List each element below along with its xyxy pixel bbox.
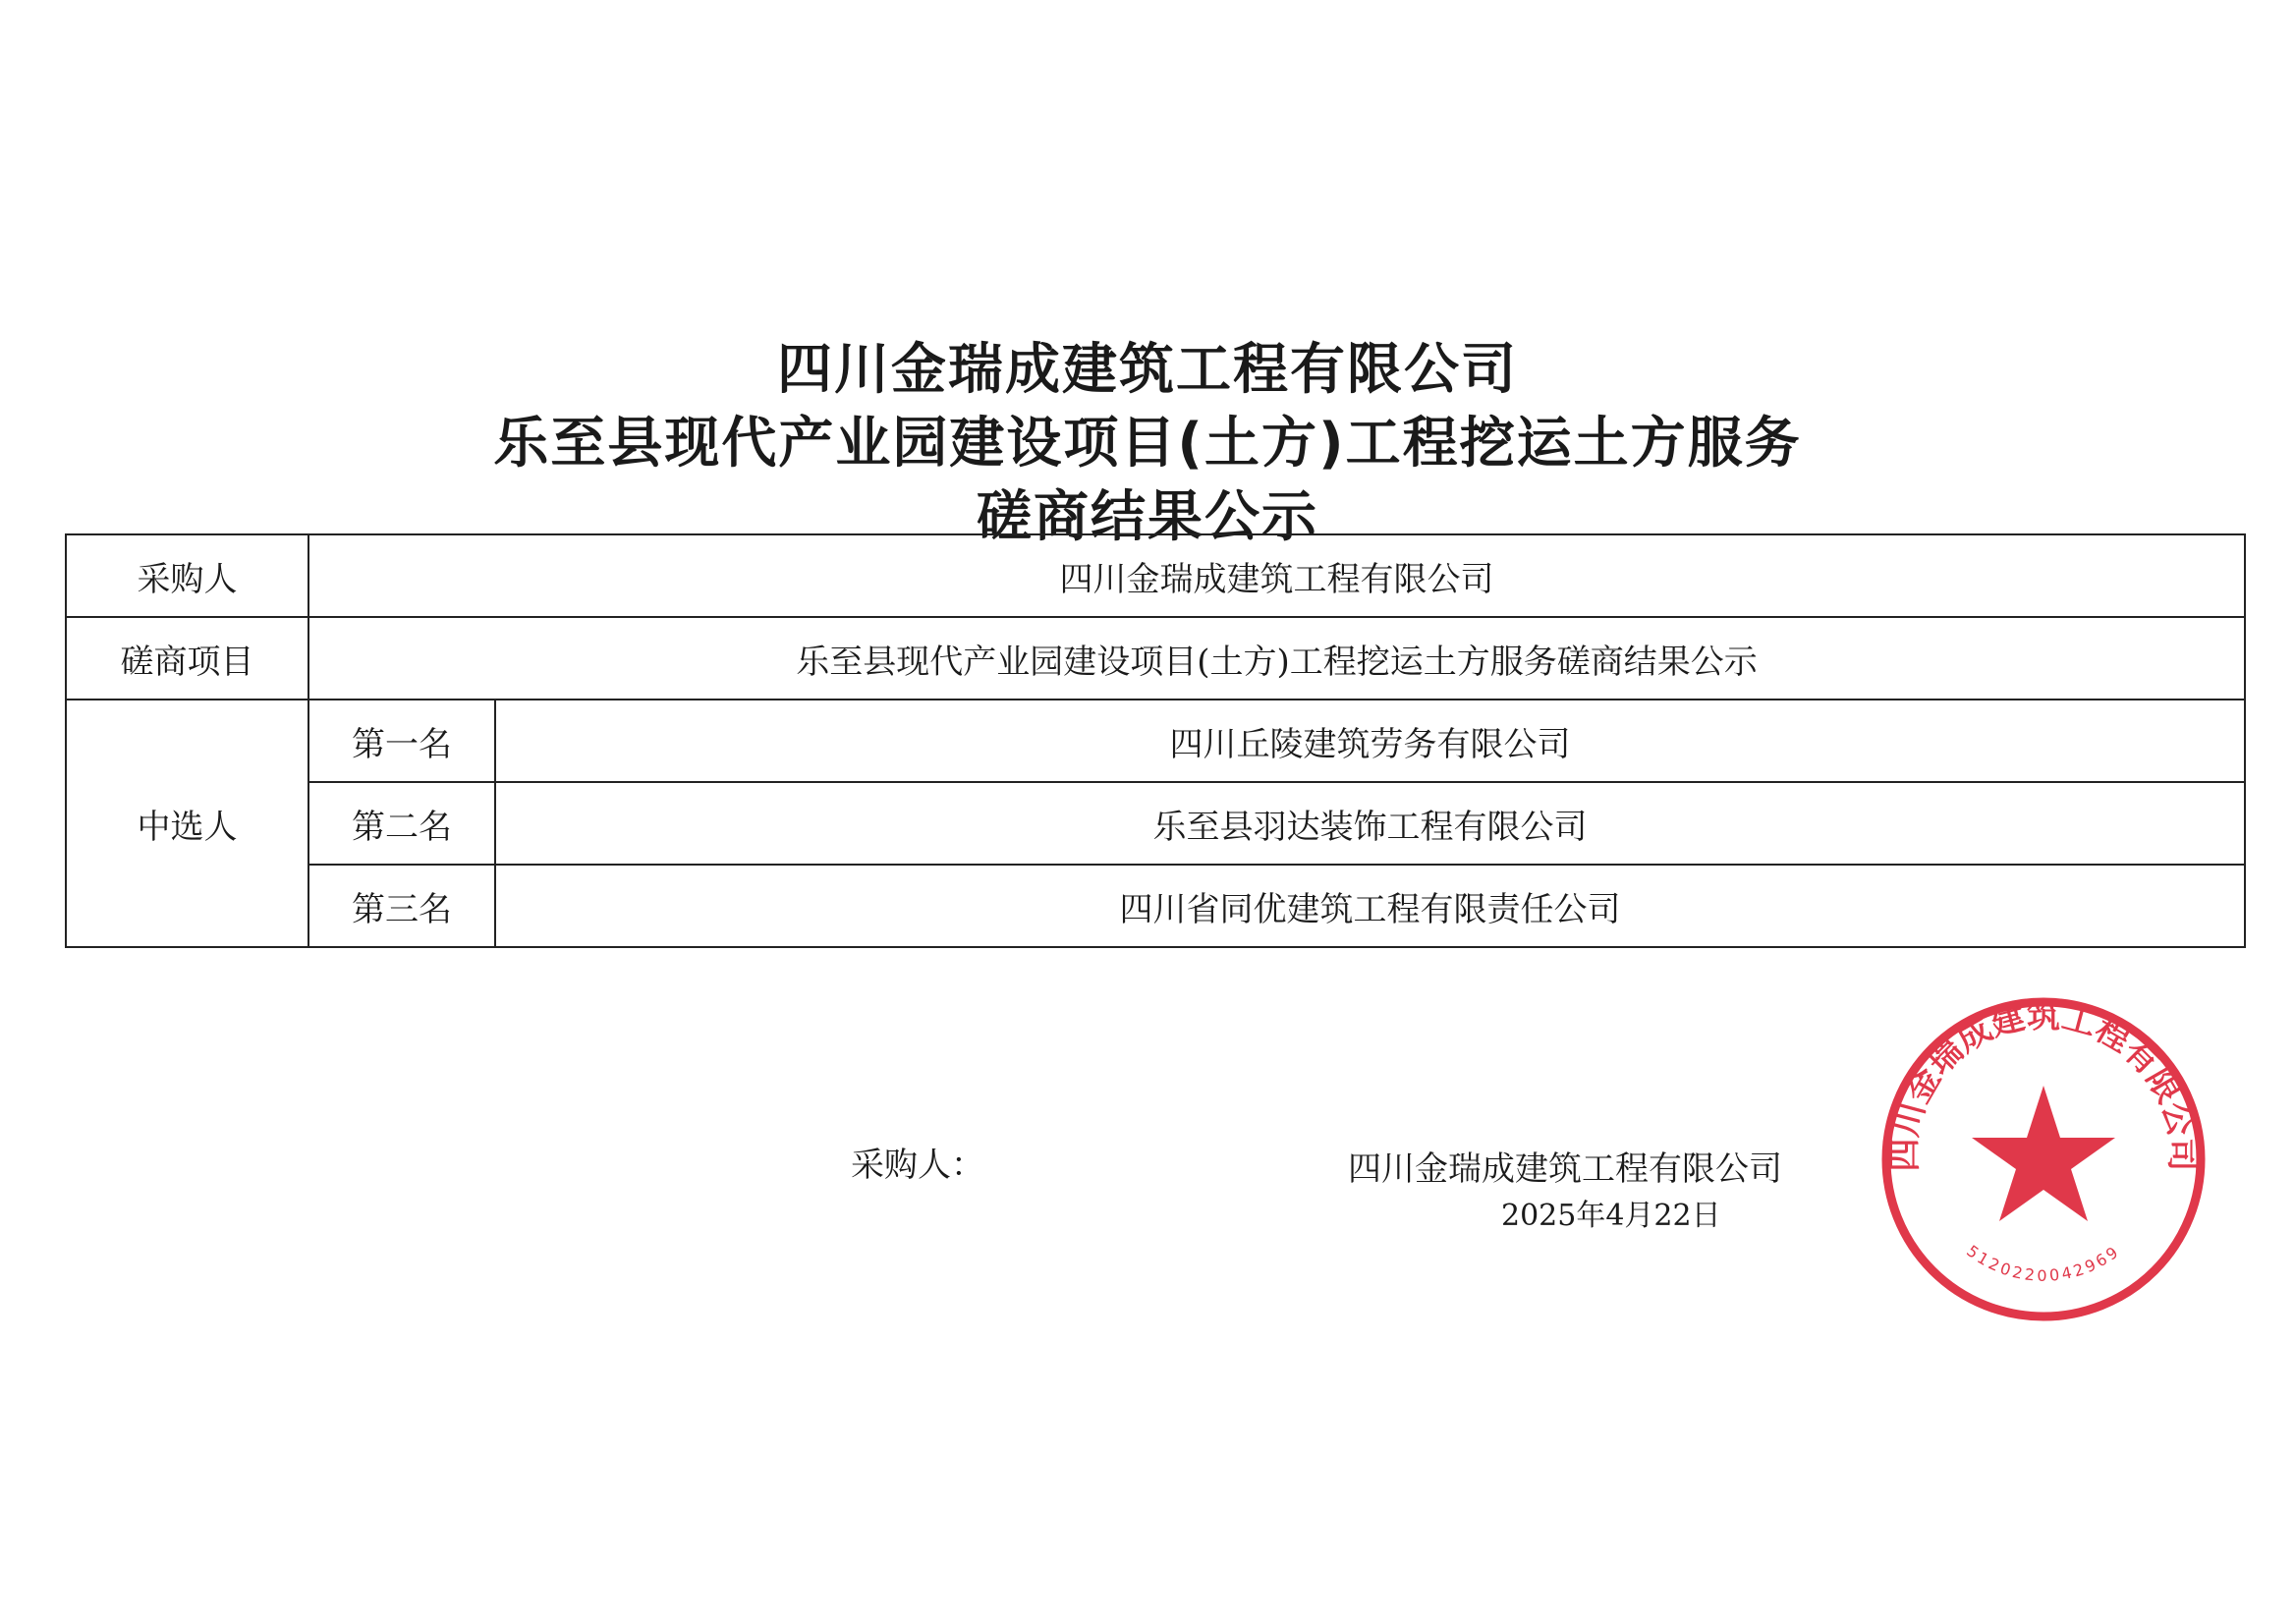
title-project: 乐至县现代产业园建设项目(土方)工程挖运土方服务	[493, 412, 1802, 476]
table-row	[66, 865, 2245, 947]
purchaser-value: 四川金瑞成建筑工程有限公司	[308, 534, 2245, 617]
title-company: 四川金瑞成建筑工程有限公司	[777, 338, 1518, 402]
signature-label: 采购人：	[851, 1146, 984, 1185]
table-row	[66, 534, 2245, 617]
star-icon	[1972, 1086, 2115, 1221]
purchaser-label: 采购人	[66, 534, 308, 617]
signature-date: 2025年4月22日	[1501, 1199, 1721, 1233]
company-seal-stamp	[1876, 992, 2211, 1326]
result-table	[65, 533, 2246, 948]
project-label: 磋商项目	[66, 617, 308, 700]
winner-name: 四川省同优建筑工程有限责任公司	[495, 865, 2245, 947]
table-row	[66, 700, 2245, 782]
winner-name: 乐至县羽达装饰工程有限公司	[495, 782, 2245, 865]
winner-label: 中选人	[66, 700, 308, 947]
svg-text:四川金瑞成建筑工程有限公司: 四川金瑞成建筑工程有限公司	[1884, 996, 2202, 1172]
svg-text:5120220042969: 5120220042969	[1963, 1241, 2124, 1285]
winner-rank: 第一名	[308, 700, 495, 782]
project-value: 乐至县现代产业园建设项目(土方)工程挖运土方服务磋商结果公示	[308, 617, 2245, 700]
signature-company: 四川金瑞成建筑工程有限公司	[1348, 1149, 1782, 1189]
winner-name: 四川丘陵建筑劳务有限公司	[495, 700, 2245, 782]
table-row	[66, 617, 2245, 700]
winner-rank: 第二名	[308, 782, 495, 865]
winner-rank: 第三名	[308, 865, 495, 947]
title-result: 磋商结果公示	[977, 485, 1318, 549]
table-row	[66, 782, 2245, 865]
